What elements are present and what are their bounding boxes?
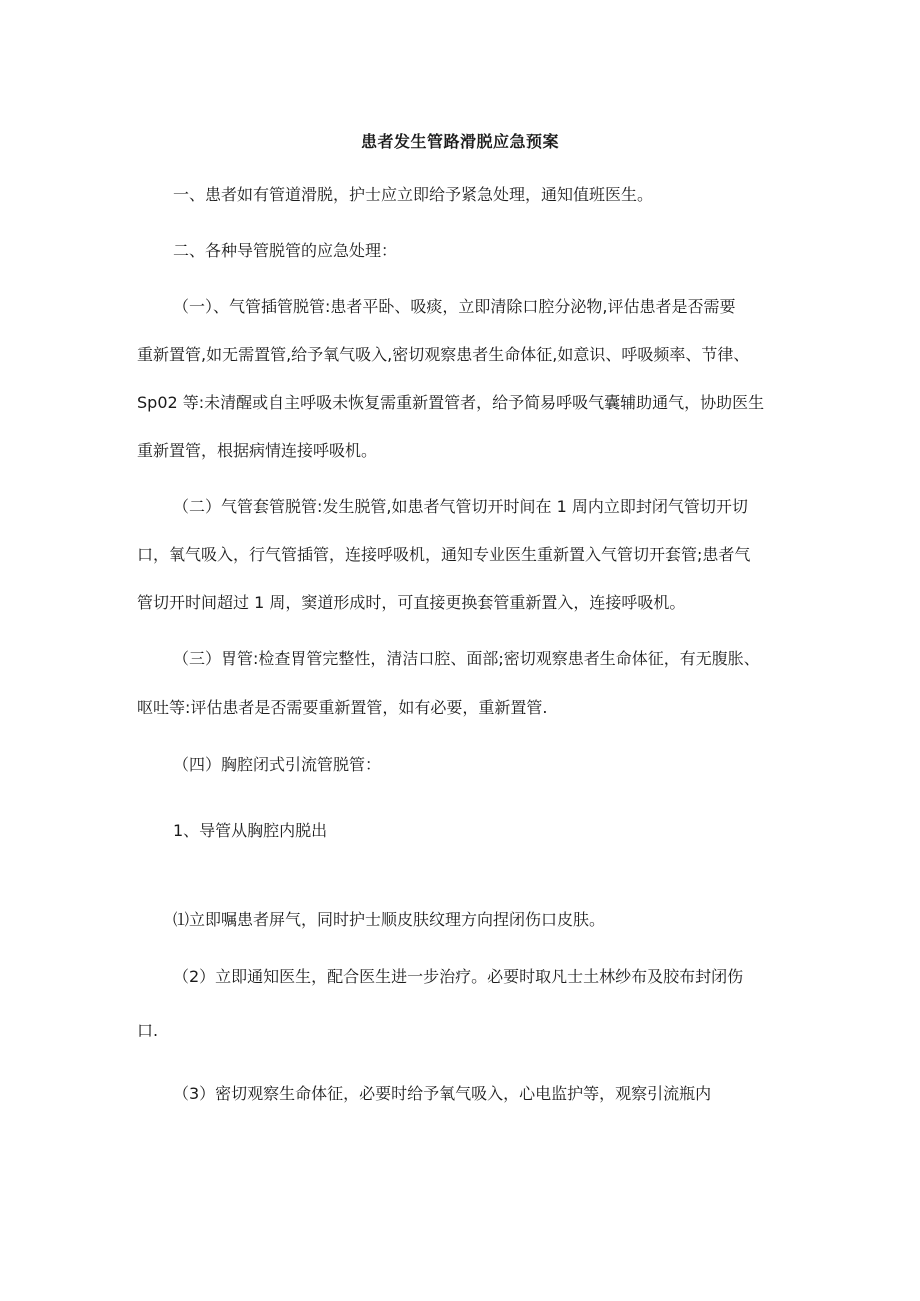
item-2-line-3: 管切开时间超过 1 周，窦道形成时，可直接更换套管重新置入，连接呼吸机。 (137, 593, 686, 612)
item-2-line-2: 口，氧气吸入，行气管插管，连接呼吸机，通知专业医生重新置入气管切开套管;患者气 (137, 545, 751, 564)
sub-1-heading: 1、导管从胸腔内脱出 (173, 821, 328, 840)
document-title: 患者发生管路滑脱应急预案 (360, 132, 559, 151)
item-3-line-1: （三）胃管:检查胃管完整性，清洁口腔、面部;密切观察患者生命体征，有无腹胀、 (173, 649, 760, 668)
item-1-line-4: 重新置管，根据病情连接呼吸机。 (137, 441, 378, 460)
step-3-text: （3）密切观察生命体征，必要时给予氧气吸入，心电监护等，观察引流瓶内 (173, 1084, 712, 1103)
item-3-line-2: 呕吐等:评估患者是否需要重新置管，如有必要，重新置管. (137, 698, 548, 717)
item-4-heading: （四）胸腔闭式引流管脱管： (173, 755, 382, 774)
section-1-text: 一、患者如有管道滑脱，护士应立即给予紧急处理，通知值班医生。 (173, 185, 654, 204)
item-1-line-3: Sp02 等:未清醒或自主呼吸未恢复需重新置管者，给予简易呼吸气囊辅助通气，协助医生 (137, 393, 765, 412)
item-1-line-2: 重新置管,如无需置管,给予氧气吸入,密切观察患者生命体征,如意识、呼吸频率、节律、 (137, 345, 750, 364)
item-1-line-1: （一）、气管插管脱管:患者平卧、吸痰，立即清除口腔分泌物,评估患者是否需要 (173, 297, 736, 316)
item-2-line-1: （二）气管套管脱管:发生脱管,如患者气管切开时间在 1 周内立即封闭气管切开切 (173, 497, 748, 516)
section-2-heading: 二、各种导管脱管的应急处理： (173, 241, 398, 260)
step-2-line-2: 口. (137, 1021, 159, 1040)
step-2-line-1: （2）立即通知医生，配合医生进一步治疗。必要时取凡士土林纱布及胶布封闭伤 (173, 967, 744, 986)
step-1-text: ⑴立即嘱患者屏气，同时护士顺皮肤纹理方向捏闭伤口皮肤。 (173, 910, 606, 929)
